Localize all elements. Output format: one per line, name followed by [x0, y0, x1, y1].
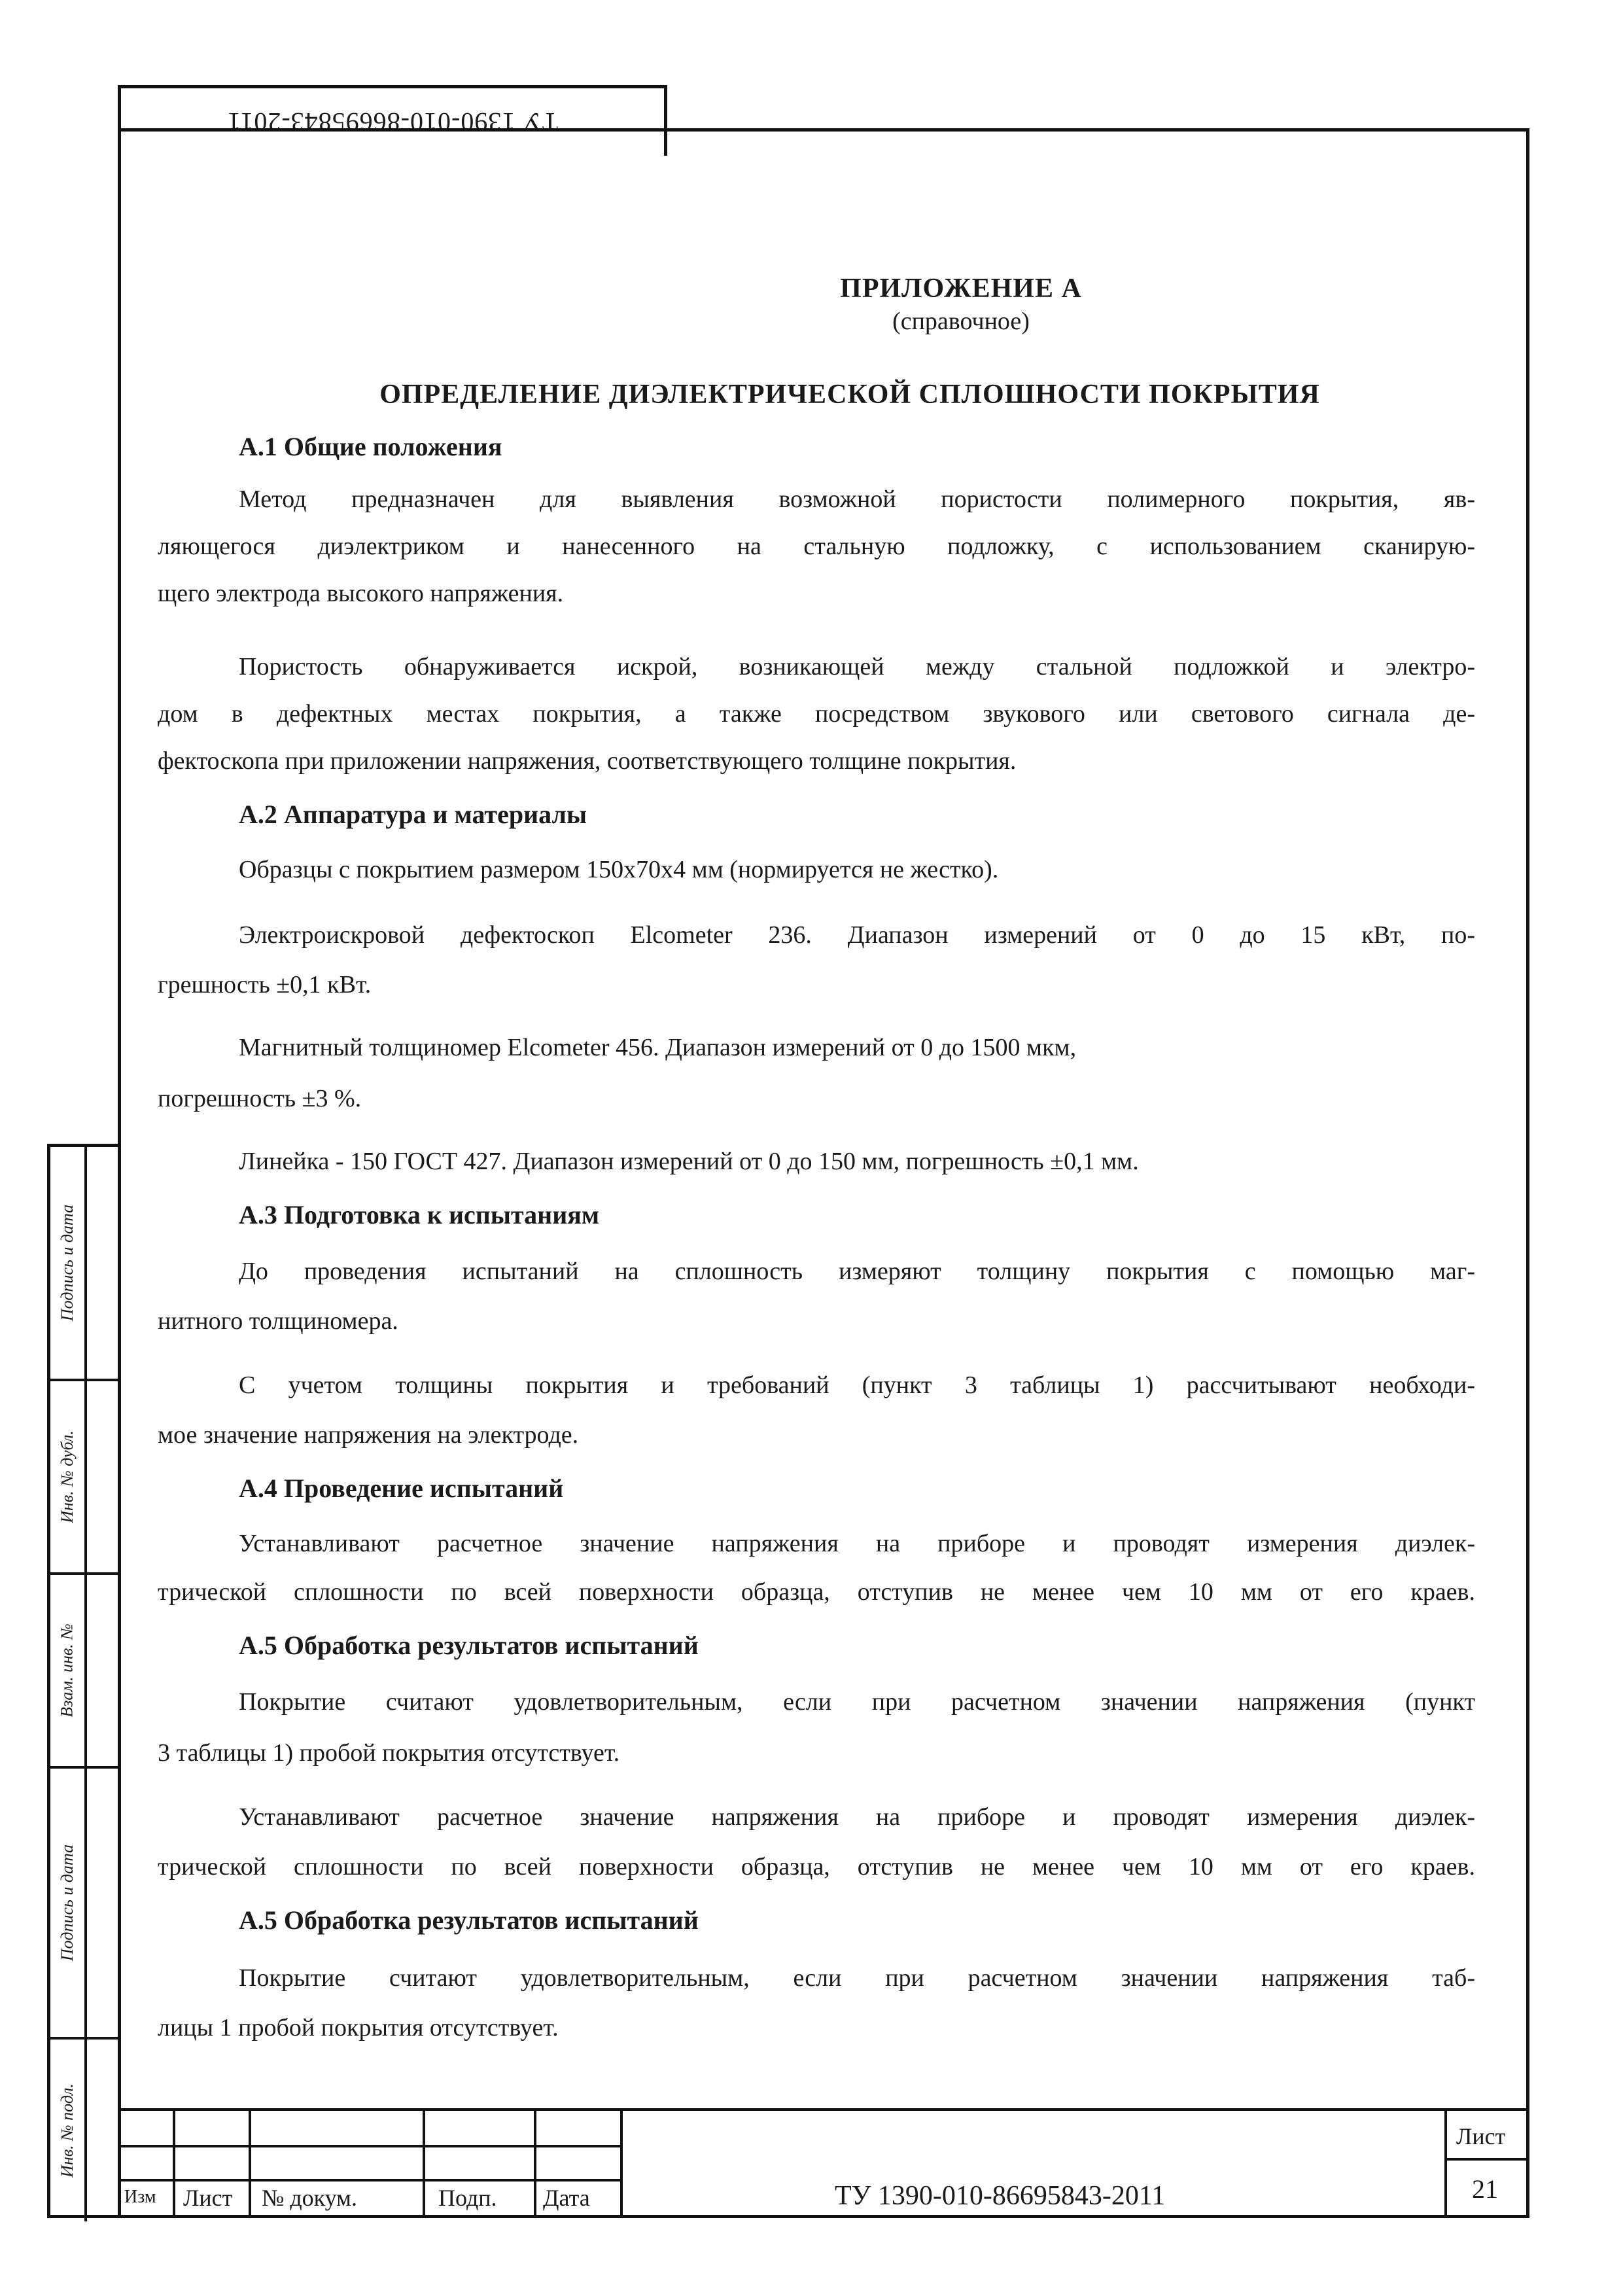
binding-cell-1	[50, 1147, 121, 1381]
title-block-doc-code: ТУ 1390-010-86695843-2011	[835, 2181, 1166, 2211]
binding-cell-3	[50, 1575, 121, 1769]
section-a5-repeat-title: А.5 Обработка результатов испытаний	[239, 1905, 699, 1935]
binding-label-3: Взам. инв. №	[58, 1623, 77, 1718]
section-a5-paragraph-2-line-2: трической сплошности по всей поверхности образца, отступив не менее чем 10 мм от его краев.	[158, 1853, 1475, 1881]
section-a2-paragraph-2-line-2: грешность ±0,1 кВт.	[158, 971, 372, 998]
binding-cell-2	[50, 1381, 121, 1575]
appendix-heading: ОПРЕДЕЛЕНИЕ ДИЭЛЕКТРИЧЕСКОЙ СПЛОШНОСТИ ПОКРЫТИЯ	[379, 380, 1320, 410]
title-block-izm: Изм	[124, 2187, 156, 2207]
title-block-doc-number: № докум.	[262, 2185, 357, 2211]
binding-label-5: Инв. № подл.	[58, 2083, 77, 2178]
binding-label-4: Подпись и дата	[58, 1844, 77, 1962]
section-a1-paragraph-1-line-3: щего электрода высокого напряжения.	[158, 580, 564, 607]
section-a4-paragraph-1-line-2: трической сплошности по всей поверхности образца, отступив не менее чем 10 мм от его краев.	[158, 1578, 1475, 1606]
title-block-row-rule-2	[118, 2179, 621, 2181]
section-a3-paragraph-1-line-2: нитного толщиномера.	[158, 1307, 398, 1335]
section-a2-paragraph-1: Образцы с покрытием размером 150х70х4 мм (нормируется не жестко).	[239, 856, 999, 883]
section-a5-repeat-paragraph-1-line-2: лицы 1 пробой покрытия отсутствует.	[158, 2014, 559, 2041]
title-block-col-rule-4	[534, 2108, 536, 2218]
title-block-list: Лист	[183, 2185, 233, 2211]
title-block-sheet-rule	[1444, 2158, 1529, 2161]
title-block-col-rule-2	[249, 2108, 251, 2218]
title-block-sheet-label: Лист	[1456, 2123, 1506, 2149]
section-a4-title: А.4 Проведение испытаний	[239, 1474, 564, 1503]
title-block-row-rule-1	[118, 2145, 621, 2147]
title-block-col-rule-3	[423, 2108, 425, 2218]
section-a5-paragraph-1-line-2: 3 таблицы 1) пробой покрытия отсутствует.	[158, 1739, 620, 1767]
header-stamp-code: ТУ 1390-010-86695843-2011	[226, 107, 559, 137]
section-a5-paragraph-2-line-1: Устанавливают расчетное значение напряжения на приборе и проводят измерения диэлек-	[239, 1803, 1475, 1831]
section-a4-paragraph-1-line-1: Устанавливают расчетное значение напряжения на приборе и проводят измерения диэлек-	[239, 1530, 1475, 1557]
section-a5-paragraph-1-line-1: Покрытие считают удовлетворительным, если при расчетном значении напряжения (пункт	[239, 1688, 1475, 1716]
section-a5-repeat-paragraph-1-line-1: Покрытие считают удовлетворительным, если при расчетном значении напряжения таб-	[239, 1964, 1475, 1992]
binding-cell-5	[50, 2040, 121, 2221]
binding-cell-4	[50, 1769, 121, 2040]
section-a1-paragraph-1-line-1: Метод предназначен для выявления возможной пористости полимерного покрытия, яв-	[239, 486, 1475, 513]
appendix-title: ПРИЛОЖЕНИЕ А	[840, 274, 1082, 304]
section-a3-paragraph-2-line-1: С учетом толщины покрытия и требований (пункт 3 таблицы 1) рассчитывают необходи-	[239, 1371, 1475, 1399]
section-a1-paragraph-2-line-3: фектоскопа при приложении напряжения, соответствующего толщине покрытия.	[158, 747, 1017, 775]
title-block-top-rule	[118, 2108, 1529, 2111]
section-a2-paragraph-3-line-2: погрешность ±3 %.	[158, 1085, 362, 1112]
section-a3-paragraph-2-line-2: мое значение напряжения на электроде.	[158, 1421, 579, 1449]
title-block-col-rule-6	[1444, 2108, 1447, 2218]
section-a2-paragraph-4: Линейка - 150 ГОСТ 427. Диапазон измерений от 0 до 150 мм, погрешность ±0,1 мм.	[239, 1148, 1139, 1175]
section-a1-paragraph-2-line-2: дом в дефектных местах покрытия, а также посредством звукового или светового сигнала де-	[158, 700, 1475, 728]
title-block-col-rule-1	[173, 2108, 175, 2218]
section-a2-paragraph-2-line-1: Электроискровой дефектоскоп Elcometer 236. Диапазон измерений от 0 до 15 кВт, по-	[239, 921, 1475, 949]
page-frame	[118, 128, 1529, 2218]
title-block-date: Дата	[543, 2185, 590, 2211]
binding-label-1: Подпись и дата	[58, 1204, 77, 1322]
section-a2-title: А.2 Аппаратура и материалы	[239, 800, 587, 829]
section-a3-paragraph-1-line-1: До проведения испытаний на сплошность измеряют толщину покрытия с помощью маг-	[239, 1258, 1475, 1285]
title-block	[118, 2108, 1529, 2218]
title-block-col-rule-5	[620, 2108, 623, 2218]
section-a1-paragraph-1-line-2: ляющегося диэлектриком и нанесенного на стальную подложку, с использованием сканирую-	[158, 533, 1475, 560]
section-a1-paragraph-2-line-1: Пористость обнаруживается искрой, возникающей между стальной подложкой и электро-	[239, 653, 1475, 680]
title-block-sheet-number: 21	[1472, 2174, 1498, 2204]
section-a3-title: А.3 Подготовка к испытаниям	[239, 1200, 600, 1229]
binding-strip	[47, 1144, 121, 2218]
title-block-signature: Подп.	[438, 2185, 497, 2211]
section-a5-title: А.5 Обработка результатов испытаний	[239, 1631, 699, 1660]
binding-label-2: Инв. № дубл.	[58, 1430, 77, 1523]
section-a2-paragraph-3-line-1: Магнитный толщиномер Elcometer 456. Диапазон измерений от 0 до 1500 мкм,	[239, 1034, 1077, 1061]
appendix-note: (справочное)	[892, 308, 1030, 335]
section-a1-title: А.1 Общие положения	[239, 432, 502, 461]
